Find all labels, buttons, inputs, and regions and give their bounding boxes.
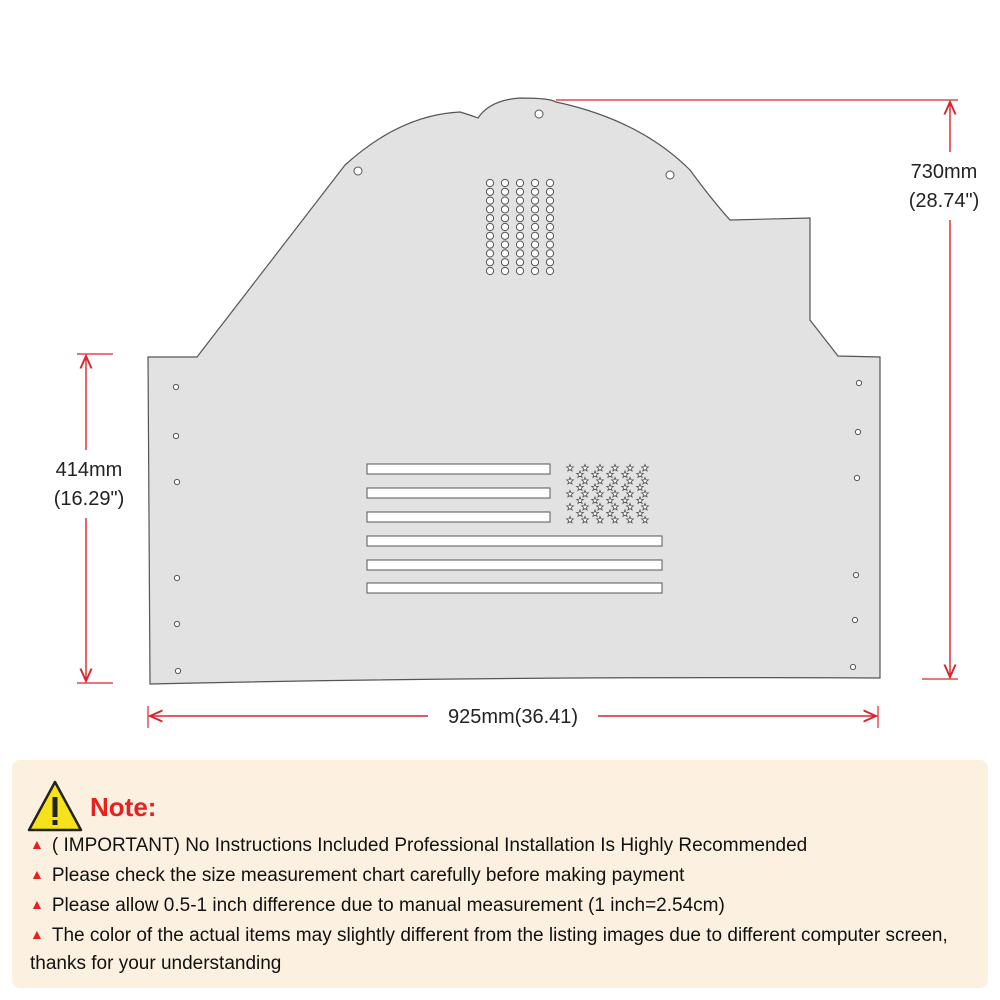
note-item <box>30 862 975 890</box>
vent-hole <box>546 179 553 186</box>
vent-hole <box>516 223 523 230</box>
mounting-hole <box>354 167 362 175</box>
vent-hole <box>501 179 508 186</box>
width-bottom-label: 925mm(36.41) <box>447 706 579 728</box>
flag-stripe <box>367 536 662 546</box>
red-triangle-bullet-icon: ▲ <box>30 926 44 942</box>
side-mounting-hole <box>175 668 180 673</box>
vent-hole <box>486 259 493 266</box>
side-mounting-hole <box>854 475 859 480</box>
mounting-hole <box>666 171 674 179</box>
vent-hole <box>531 215 538 222</box>
height-right-mm-label: 730mm <box>910 161 978 183</box>
height-left-inch-label: (16.29") <box>53 488 125 510</box>
side-mounting-hole <box>174 479 179 484</box>
flag-stripe <box>367 560 662 570</box>
side-mounting-hole <box>855 429 860 434</box>
vent-hole <box>516 179 523 186</box>
vent-hole <box>546 215 553 222</box>
vent-hole <box>546 241 553 248</box>
side-mounting-hole <box>174 621 179 626</box>
side-mounting-hole <box>174 575 179 580</box>
vent-hole <box>501 250 508 257</box>
note-item-text: The color of the actual items may slightly different from the listing images due to different computer screen, thanks for your understanding <box>30 925 948 974</box>
side-mounting-hole <box>850 664 855 669</box>
flag-stripe <box>367 512 550 522</box>
vent-hole <box>531 206 538 213</box>
vent-hole <box>501 259 508 266</box>
vent-hole <box>546 223 553 230</box>
note-item <box>30 832 975 860</box>
flag-stripe <box>367 488 550 498</box>
vent-hole <box>531 188 538 195</box>
vent-hole <box>546 188 553 195</box>
side-mounting-hole <box>853 572 858 577</box>
vent-hole <box>501 267 508 274</box>
vent-hole <box>486 188 493 195</box>
vent-hole <box>486 223 493 230</box>
vent-hole <box>516 206 523 213</box>
vent-hole <box>486 250 493 257</box>
panel-outline <box>148 98 880 684</box>
vent-hole <box>546 267 553 274</box>
vent-hole <box>516 267 523 274</box>
vent-hole <box>516 259 523 266</box>
vent-hole <box>516 188 523 195</box>
height-left-mm-label: 414mm <box>55 459 123 481</box>
vent-hole <box>531 179 538 186</box>
note-item-text: Please check the size measurement chart carefully before making payment <box>51 865 685 886</box>
vent-hole <box>546 197 553 204</box>
vent-hole <box>516 250 523 257</box>
dimension-height-left <box>54 354 124 683</box>
vent-hole <box>501 223 508 230</box>
note-item-text: Please allow 0.5-1 inch difference due to manual measurement (1 inch=2.54cm) <box>51 895 725 916</box>
vent-hole <box>546 206 553 213</box>
vent-hole <box>501 232 508 239</box>
vent-hole <box>546 250 553 257</box>
red-triangle-bullet-icon: ▲ <box>30 836 44 852</box>
vent-hole <box>546 259 553 266</box>
mounting-hole <box>535 110 543 118</box>
vent-hole <box>546 232 553 239</box>
side-mounting-hole <box>852 617 857 622</box>
vent-hole <box>501 241 508 248</box>
vent-hole <box>486 241 493 248</box>
vent-hole <box>501 215 508 222</box>
side-mounting-hole <box>173 433 178 438</box>
vent-hole <box>501 206 508 213</box>
vent-hole <box>516 215 523 222</box>
note-box <box>12 760 988 988</box>
vent-hole <box>516 197 523 204</box>
side-mounting-hole <box>856 380 861 385</box>
note-item <box>30 892 975 920</box>
vent-hole <box>486 232 493 239</box>
note-item <box>30 922 975 978</box>
vent-hole <box>516 232 523 239</box>
vent-hole <box>501 188 508 195</box>
note-title: Note: <box>90 792 157 822</box>
vent-hole <box>501 197 508 204</box>
vent-hole <box>531 267 538 274</box>
red-triangle-bullet-icon: ▲ <box>30 896 44 912</box>
vent-hole <box>531 197 538 204</box>
vent-hole <box>486 197 493 204</box>
red-triangle-bullet-icon: ▲ <box>30 866 44 882</box>
note-list <box>30 832 975 980</box>
flag-stripe <box>367 583 662 593</box>
vent-hole <box>516 241 523 248</box>
vent-hole <box>486 267 493 274</box>
side-mounting-hole <box>173 384 178 389</box>
note-item-text: ( IMPORTANT) No Instructions Included Professional Installation Is Highly Recommended <box>51 835 808 856</box>
vent-hole <box>486 206 493 213</box>
vent-hole <box>486 215 493 222</box>
vent-hole <box>531 250 538 257</box>
height-right-inch-label: (28.74") <box>908 190 980 212</box>
warning-triangle-icon <box>26 778 84 834</box>
vent-hole <box>531 232 538 239</box>
flag-stripe <box>367 464 550 474</box>
vent-hole <box>486 179 493 186</box>
dimension-width-bottom <box>148 706 878 728</box>
vent-hole <box>531 259 538 266</box>
vent-hole <box>531 223 538 230</box>
vent-hole <box>531 241 538 248</box>
